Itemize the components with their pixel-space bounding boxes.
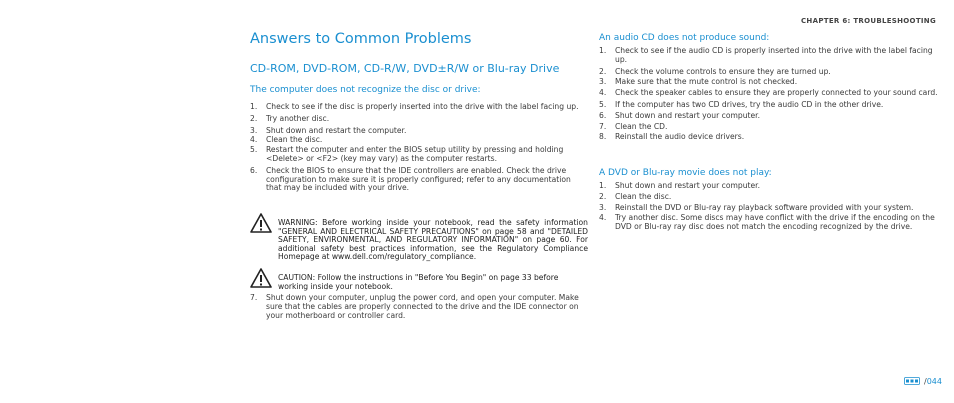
audio-cd-list <box>599 47 939 145</box>
list-item: 5. Restart the computer and enter the BIOS setup utility by pressing and holding <Delete> or <F2> (key may vary) as the computer restarts. <box>250 145 564 163</box>
list-item: 8. Reinstall the audio device drivers. <box>599 132 745 142</box>
list-item: 2. Check the volume controls to ensure they are turned up. <box>599 66 831 76</box>
list-item: 5. If the computer has two CD drives, try the audio CD in the other drive. <box>599 99 884 109</box>
disc-problem-heading: The computer does not recognize the disc or drive: <box>250 85 481 95</box>
warning-text: WARNING: Before working inside your notebook, read the safety information "GENERAL AND ELECTRICAL SAFETY PRECAUTIONS" on page 58 and "DETAILED SAFETY, ENVIRONMENTAL, AND REGULATORY INFORMATION" on page 60. For additional safety best practices information, see the Regulatory Compliance Homepage at www.dell.com/regulatory_compliance. <box>278 218 588 262</box>
dvd-heading: A DVD or Blu-ray movie does not play: <box>599 168 772 178</box>
brand-logo-icon <box>904 377 920 385</box>
list-item: 1. Shut down and restart your computer. <box>599 181 760 190</box>
dvd-list <box>599 182 939 235</box>
list-item: 1. Check to see if the disc is properly inserted into the drive with the label facing up. <box>250 102 579 111</box>
chapter-header: CHAPTER 6: TROUBLESHOOTING <box>801 17 936 25</box>
list-item: 1. Check to see if the audio CD is properly inserted into the drive with the label facing up. <box>599 46 933 64</box>
list-item: 6. Shut down and restart your computer. <box>599 110 760 120</box>
list-item: 4. Try another disc. Some discs may have conflict with the drive if the encoding on the DVD or Blu-ray ray disc does not match the encoding recognized by the drive. <box>599 213 935 232</box>
list-item: 3. Make sure that the mute control is not checked. <box>599 77 798 87</box>
list-item: 6. Check the BIOS to ensure that the IDE controllers are enabled. Check the drive configuration to make sure it is properly configured; refer to any documentation that may be included with your drive. <box>250 165 571 193</box>
list-item: 2. Clean the disc. <box>599 191 672 201</box>
page-title: Answers to Common Problems <box>250 31 472 47</box>
list-item: 4. Check the speaker cables to ensure they are properly connected to your sound card. <box>599 88 938 98</box>
list-item: 3. Reinstall the DVD or Blu-ray ray playback software provided with your system. <box>599 202 914 212</box>
page-number: /044 <box>924 377 942 386</box>
audio-cd-heading: An audio CD does not produce sound: <box>599 33 770 43</box>
list-item: 4. Clean the disc. <box>250 135 323 145</box>
list-item: 7. Shut down your computer, unplug the power cord, and open your computer. Make sure that the cables are properly connected to the drive and the IDE connector on your motherboard or controller card. <box>250 293 579 320</box>
list-item: 2. Try another disc. <box>250 113 330 123</box>
warning-icon <box>250 213 272 233</box>
section-title: CD-ROM, DVD-ROM, CD-R/W, DVD±R/W or Blu-ray Drive <box>250 62 560 75</box>
list-item: 3. Shut down and restart the computer. <box>250 125 407 135</box>
disc-problem-list <box>250 103 588 196</box>
caution-text: CAUTION: Follow the instructions in "Before You Begin" on page 33 before working inside your notebook. <box>278 273 559 291</box>
list-item: 7. Clean the CD. <box>599 121 668 131</box>
disc-problem-list-continued <box>250 294 588 323</box>
caution-icon <box>250 268 272 288</box>
